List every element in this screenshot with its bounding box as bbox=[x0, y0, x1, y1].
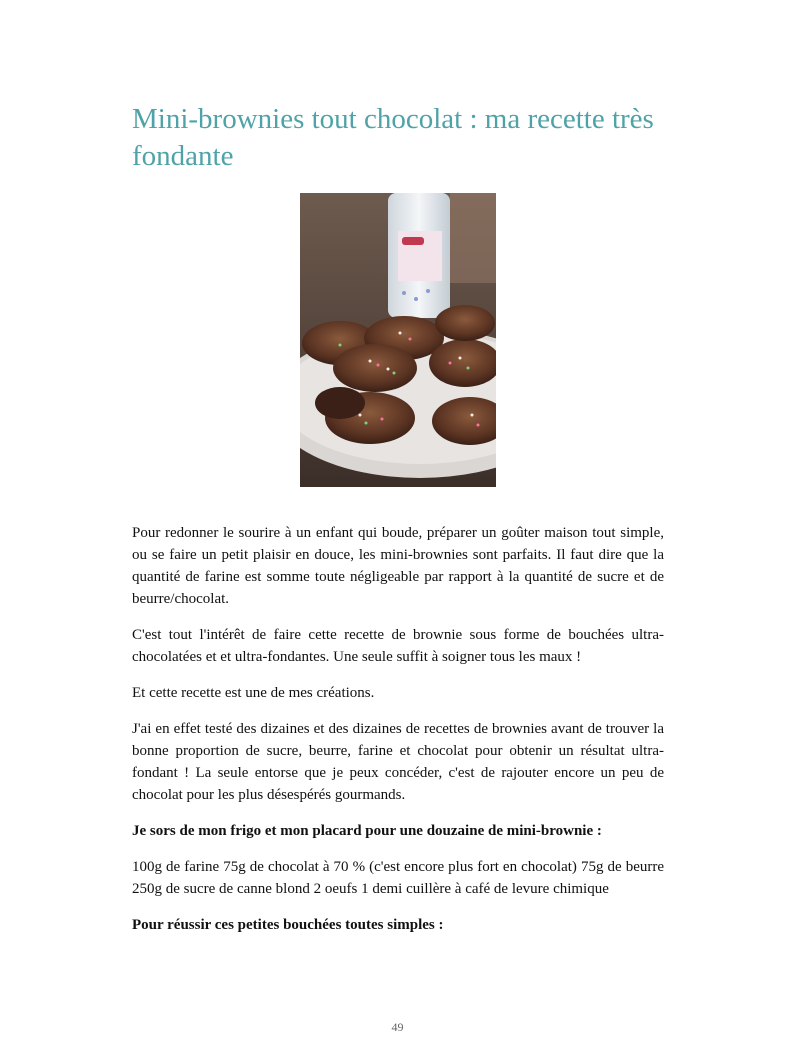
paragraph-interest: C'est tout l'intérêt de faire cette recette de brownie sous forme de bouchées ultra-chocolatées et et ultra-fondantes. Une seule suffit à soigner tous les maux ! bbox=[132, 627, 664, 665]
paragraph-intro: Pour redonner le sourire à un enfant qui boude, préparer un goûter maison tout simple, ou se faire un petit plaisir en douce, les mini-brownies sont parfaits. Il faut dire que la quantité de farine est somme toute négligeable par rapport à la quantité de sucre et de beurre/chocolat. bbox=[132, 525, 664, 607]
ingredients-heading: Je sors de mon frigo et mon placard pour une douzaine de mini-brownie : bbox=[132, 823, 602, 839]
paragraph-testing: J'ai en effet testé des dizaines et des dizaines de recettes de brownies avant de trouver la bonne proportion de sucre, beurre, farine et chocolat pour obtenir un résultat ultra-fondant ! La seule entorse que je peux concéder, c'est de rajouter encore un peu de chocolat pour les plus désespérés gourmands. bbox=[132, 721, 664, 803]
brownies-photo bbox=[300, 193, 496, 487]
page-title: Mini-brownies tout chocolat : ma recette très fondante bbox=[132, 103, 654, 172]
paragraph-creation: Et cette recette est une de mes créations. bbox=[132, 685, 375, 701]
ingredients-list: 100g de farine 75g de chocolat à 70 % (c'est encore plus fort en chocolat) 75g de beurre 250g de sucre de canne blond 2 oeufs 1 demi cuillère à café de levure chimique bbox=[132, 859, 664, 897]
instructions-heading: Pour réussir ces petites bouchées toutes simples : bbox=[132, 917, 444, 933]
brownies-photo-illustration bbox=[300, 193, 496, 487]
body-text bbox=[132, 522, 664, 950]
page-number: 49 bbox=[391, 1020, 404, 1034]
